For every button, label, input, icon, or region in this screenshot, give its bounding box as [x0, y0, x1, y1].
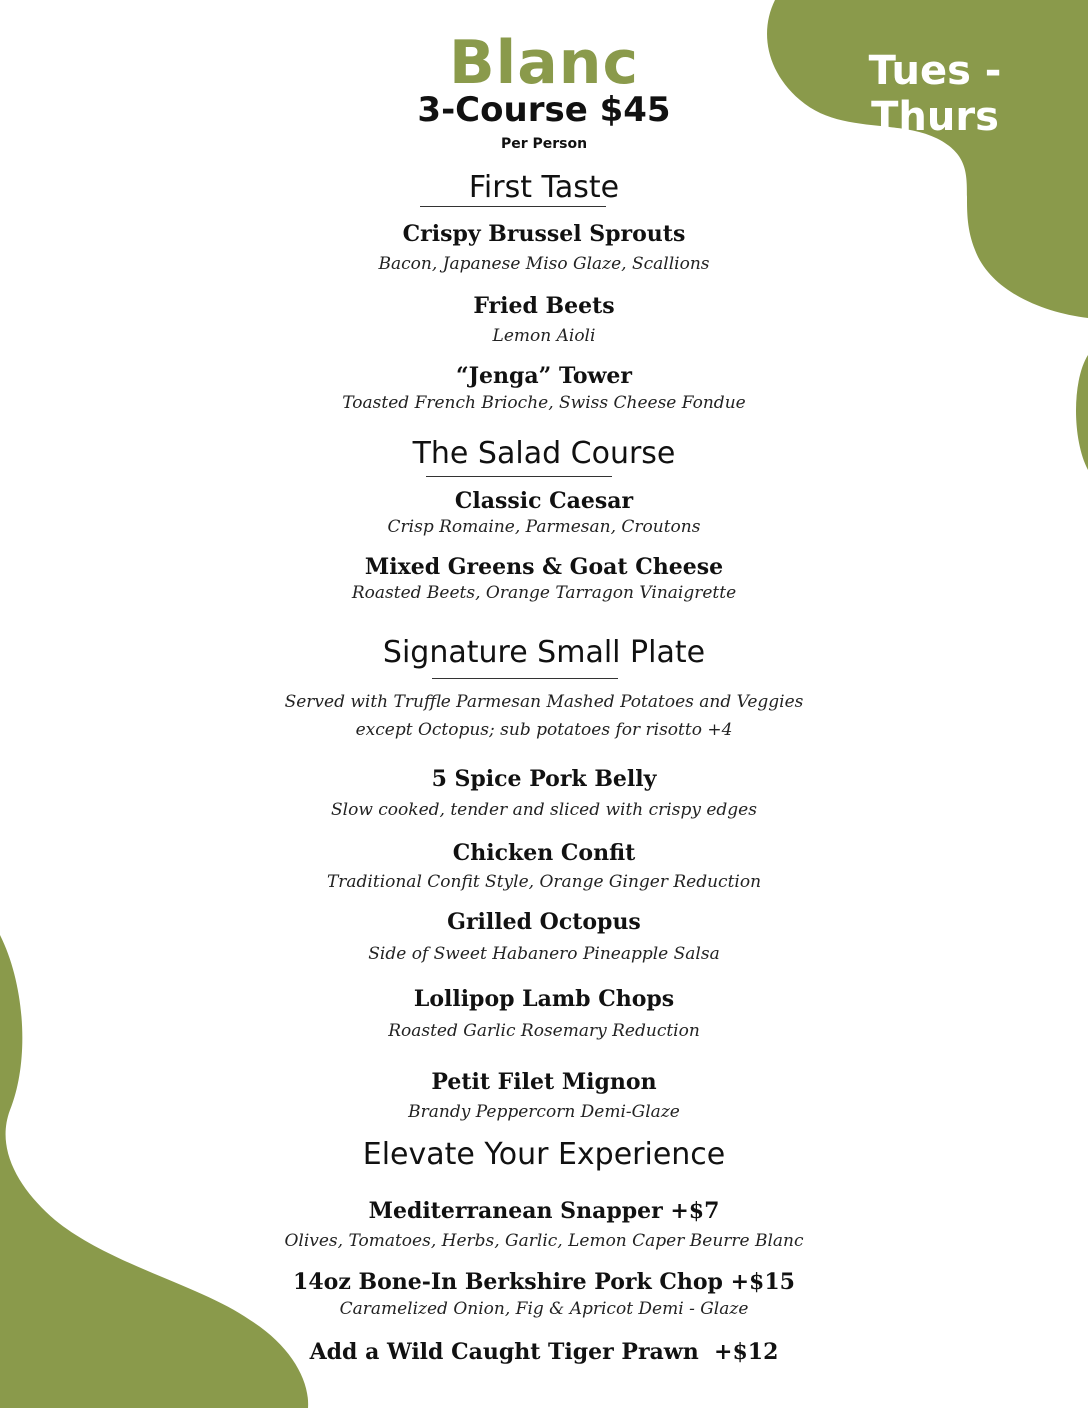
dish-name: 5 Spice Pork Belly [431, 766, 657, 792]
price-line: 3-Course $45 [417, 90, 671, 130]
dish-name: Grilled Octopus [447, 909, 641, 935]
dish-name: Fried Beets [473, 293, 615, 319]
section-underline [420, 206, 606, 207]
dish-name: Petit Filet Mignon [431, 1069, 657, 1095]
dish-name: Mediterranean Snapper +$7 [368, 1198, 720, 1224]
dish-name: Crispy Brussel Sprouts [402, 221, 686, 247]
dish-description: Bacon, Japanese Miso Glaze, Scallions [378, 254, 710, 274]
days-badge: Tues - Thurs [868, 48, 1002, 140]
dish-description: Lemon Aioli [492, 326, 596, 346]
dish-name: 14oz Bone-In Berkshire Pork Chop +$15 [293, 1269, 795, 1295]
dish-name: Add a Wild Caught Tiger Prawn +$12 [309, 1339, 779, 1365]
dish-description: Side of Sweet Habanero Pineapple Salsa [368, 944, 720, 964]
section-title-elevate-your-experience: Elevate Your Experience [362, 1137, 726, 1172]
dish-name: Lollipop Lamb Chops [413, 986, 675, 1012]
section-title-salad-course: The Salad Course [412, 436, 676, 471]
dish-name: “Jenga” Tower [455, 363, 633, 389]
section-underline [432, 678, 618, 679]
dish-description: Slow cooked, tender and sliced with crispy edges [331, 800, 757, 820]
section-note: except Octopus; sub potatoes for risotto +4 [355, 720, 733, 740]
dish-description: Crisp Romaine, Parmesan, Croutons [387, 517, 701, 537]
section-title-signature-small-plate: Signature Small Plate [382, 635, 706, 670]
dish-description: Toasted French Brioche, Swiss Cheese Fondue [342, 393, 746, 413]
dish-description: Olives, Tomatoes, Herbs, Garlic, Lemon Caper Beurre Blanc [284, 1231, 804, 1251]
dish-name: Mixed Greens & Goat Cheese [364, 554, 724, 580]
dish-name: Classic Caesar [454, 488, 634, 514]
dish-description: Roasted Beets, Orange Tarragon Vinaigrette [351, 583, 737, 603]
section-note: Served with Truffle Parmesan Mashed Potatoes and Veggies [284, 692, 804, 712]
dish-description: Brandy Peppercorn Demi-Glaze [408, 1102, 680, 1122]
section-title-first-taste: First Taste [468, 170, 620, 205]
restaurant-name: Blanc [448, 28, 640, 98]
dish-description: Caramelized Onion, Fig & Apricot Demi - Glaze [339, 1299, 749, 1319]
per-person-label: Per Person [500, 136, 588, 152]
dish-description: Traditional Confit Style, Orange Ginger Reduction [326, 872, 762, 892]
dish-name: Chicken Confit [452, 840, 636, 866]
dish-description: Roasted Garlic Rosemary Reduction [388, 1021, 700, 1041]
section-underline [426, 476, 612, 477]
